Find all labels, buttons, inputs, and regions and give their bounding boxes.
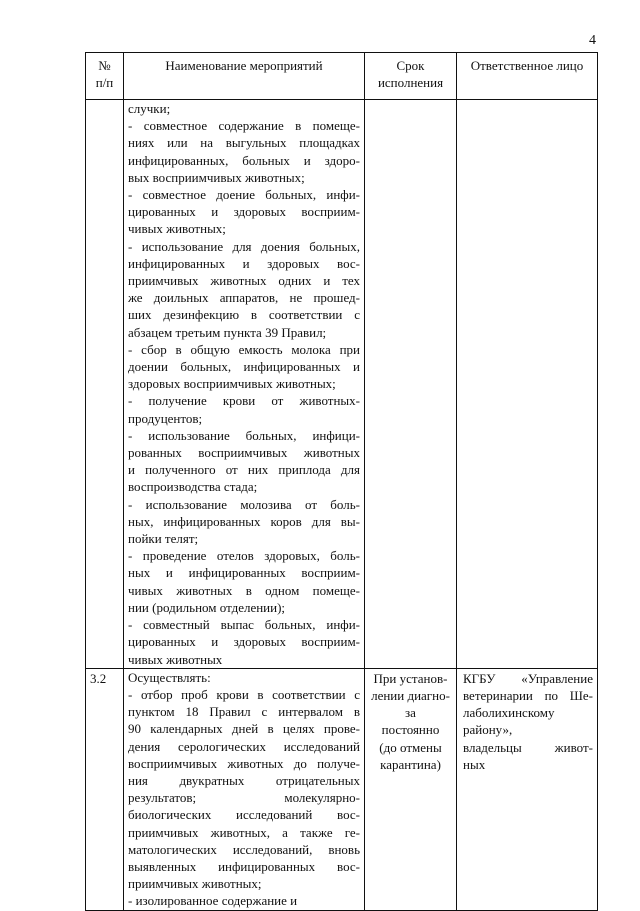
header-number (86, 53, 124, 100)
text-line: чивых животных в одном помеще- (128, 582, 360, 598)
text-line: ных и инфицированных восприим- (128, 565, 360, 581)
text-line: 90 календарных дней в целях прове- (128, 721, 360, 737)
responsible-cell (457, 668, 598, 910)
page-number: 4 (589, 33, 596, 48)
header-number-line1: № (98, 58, 111, 73)
text-line: чивых животных (128, 651, 223, 667)
term-cell (365, 668, 457, 910)
text-line: инфицированных и здоровых вос- (128, 255, 360, 271)
row-number-cell (86, 668, 124, 910)
text-line: - совместное доение больных, инфи- (128, 187, 360, 203)
text-line: ных, инфицированных коров для вы- (128, 513, 360, 529)
text-line: абзацем третьим пункта 39 Правил; (128, 324, 327, 340)
term-cell (365, 100, 457, 669)
header-term-line2: исполнения (377, 75, 444, 90)
text-line: и полученного от них приплода для (128, 462, 360, 478)
text-line: ных (463, 756, 486, 772)
text-line: - использование для доения больных, (128, 238, 360, 254)
text-line: - получение крови от животных- (128, 393, 360, 409)
text-line: приимчивых животных; (128, 876, 262, 892)
text-line: нии (родильном отделении); (128, 599, 286, 615)
text-line: - изолированное содержание и (128, 893, 298, 909)
text-line: доении больных, инфицированных и (128, 359, 360, 375)
text-line: При установ- (373, 670, 448, 686)
text-line: лаболихинскому (463, 705, 555, 721)
text-line: дения серологических исследований (128, 738, 360, 754)
text-line: продуцентов; (128, 410, 203, 426)
measure-cell (124, 100, 365, 669)
text-line: - использование молозива от боль- (128, 496, 360, 512)
measure-cell (124, 668, 365, 910)
text-line: рованных восприимчивых животных (128, 445, 360, 461)
text-line: цированных и здоровых восприим- (128, 204, 360, 220)
text-line: за (405, 705, 416, 721)
header-name (124, 53, 365, 100)
text-line: - отбор проб крови в соответствии с (128, 686, 360, 702)
text-line: ветеринарии по Ше- (463, 687, 593, 703)
text-line: пунктом 18 Правил с интервалом в (128, 704, 360, 720)
text-line: - проведение отелов здоровых, боль- (128, 548, 360, 564)
header-term-line1: Срок (396, 58, 425, 73)
text-line: пойки телят; (128, 531, 199, 547)
text-line: воспроизводства стада; (128, 479, 258, 495)
text-line: карантина) (380, 756, 441, 772)
text-line: матологических исследований, вновь (128, 841, 360, 857)
measure-text (128, 100, 360, 668)
row-number: 3.2 (90, 670, 107, 686)
text-line: инфицированных, больных и здоро- (128, 152, 360, 168)
text-line: выявленных инфицированных вос- (128, 858, 360, 874)
measures-table (85, 52, 598, 911)
text-line: вых восприимчивых животных; (128, 169, 305, 185)
header-name-text: Наименование мероприятий (165, 58, 323, 73)
row-number-cell (86, 100, 124, 669)
text-line: владельцы живот- (463, 739, 593, 755)
text-line: приимчивых животных, а также ге- (128, 824, 360, 840)
responsible-cell (457, 100, 598, 669)
text-line: ния двукратных отрицательных (128, 772, 360, 788)
text-line: - совместный выпас больных, инфи- (128, 617, 360, 633)
text-line: приимчивых животных одних и тех (128, 273, 360, 289)
text-line: биологических исследований вос- (128, 807, 360, 823)
text-line: - сбор в общую емкость молока при (128, 341, 360, 357)
text-line: здоровых восприимчивых животных; (128, 376, 336, 392)
responsible-text (463, 670, 593, 773)
text-line: ниях или на выгульных площадках (128, 135, 360, 151)
text-line: району», (463, 722, 513, 738)
text-line: же доильных аппаратов, не прошед- (128, 290, 360, 306)
text-line: ших дезинфекцию в соответствии с (128, 307, 360, 323)
header-term (365, 53, 457, 100)
table-row (86, 100, 598, 669)
text-line: случки; (128, 101, 171, 116)
measure-text (128, 669, 360, 910)
text-line: Осуществлять: (128, 669, 211, 685)
header-responsible-text: Ответственное лицо (470, 58, 584, 73)
text-line: КГБУ «Управление (463, 670, 593, 686)
text-line: восприимчивых животных до получе- (128, 755, 360, 771)
table-header-row (86, 53, 598, 100)
term-text (367, 670, 454, 773)
header-number-line2: п/п (95, 75, 114, 90)
text-line: результатов; молекулярно- (128, 790, 360, 806)
text-line: - использование больных, инфици- (128, 427, 360, 443)
text-line: чивых животных; (128, 221, 226, 237)
header-responsible (457, 53, 598, 100)
text-line: (до отмены (379, 739, 442, 755)
text-line: лении диагно- (371, 687, 450, 703)
table-row (86, 668, 598, 910)
text-line: цированных и здоровых восприим- (128, 634, 360, 650)
text-line: - совместное содержание в помеще- (128, 118, 360, 134)
text-line: постоянно (381, 722, 440, 738)
